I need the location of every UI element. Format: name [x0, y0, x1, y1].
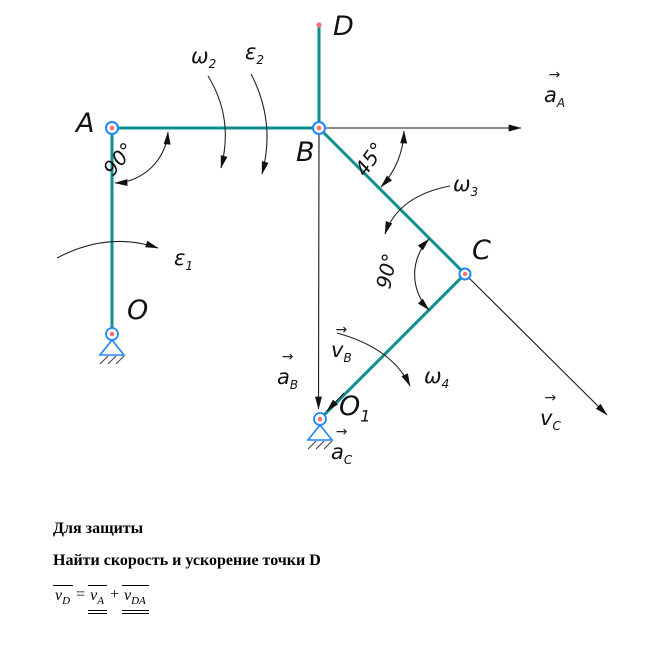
support-O1-hatching: [308, 441, 332, 449]
plus-sign: +: [109, 586, 119, 603]
point-label-D: D: [333, 11, 354, 42]
arc-angle-B: [381, 131, 404, 187]
vector-arrow-icon: →: [335, 424, 348, 440]
accel-A-symbol: a: [544, 83, 557, 107]
link-BC: [319, 128, 465, 274]
omega2-subscript: 2: [208, 57, 217, 72]
vector-arrow-icon: →: [548, 67, 561, 83]
support-O1: [308, 425, 332, 449]
eps1-label: [174, 248, 193, 272]
support-O: [100, 340, 124, 364]
accel-A-vector-label: [544, 68, 565, 109]
formula-term-vDA: [122, 585, 149, 614]
eps1-subscript: 1: [185, 259, 193, 274]
joint-B: [313, 122, 325, 134]
pivot-O1: [314, 413, 326, 425]
accel-C-vector-label: [331, 425, 352, 466]
point-label-B: B: [296, 137, 315, 168]
vD-symbol: v: [55, 587, 63, 604]
vector-arrow-icon: →: [281, 349, 294, 365]
omega4-label: [424, 366, 449, 390]
point-label-O: O: [127, 295, 149, 326]
accel-C-subscript: C: [343, 453, 353, 468]
accel-B-vector-label: [277, 350, 298, 391]
eps1-symbol: ε: [174, 246, 186, 270]
eps1-curved-arrow: [57, 241, 158, 258]
vel-B-vector-label: [331, 323, 352, 364]
vel-C-vector-label: [540, 391, 561, 432]
joint-A: [106, 122, 118, 134]
vel-C-subscript: C: [552, 419, 561, 434]
omega3-subscript: 3: [470, 185, 479, 200]
omega4-symbol: ω: [424, 364, 442, 388]
omega2-label: [191, 46, 216, 70]
angle-label-45-at-B: 45°: [349, 137, 390, 181]
point-label-C: C: [472, 235, 491, 266]
vA-subscript: A: [97, 595, 104, 608]
problem-text-block: [53, 521, 321, 614]
note-line-2: Найти скорость и ускорение точки D: [53, 552, 321, 569]
vector-arrow-icon: →: [544, 390, 557, 406]
point-label-O1-subscript: 1: [360, 406, 371, 426]
vel-C-direction-line: [465, 274, 607, 415]
omega4-subscript: 4: [441, 377, 450, 392]
vDA-symbol: v: [123, 587, 132, 604]
omega3-symbol: ω: [453, 172, 471, 196]
vel-C-symbol: v: [540, 406, 553, 430]
equals-sign: =: [76, 586, 86, 603]
vD-subscript: D: [62, 595, 71, 608]
point-label-O1-main: O: [339, 391, 361, 422]
omega2-symbol: ω: [191, 44, 209, 68]
eps2-curved-arrow: [251, 74, 267, 174]
support-O-hatching: [100, 356, 124, 364]
velocity-formula: [53, 585, 321, 614]
accel-C-symbol: a: [331, 440, 344, 464]
accel-B-subscript: B: [289, 378, 299, 393]
vel-B-symbol: v: [331, 338, 344, 362]
point-D-marker: [316, 22, 321, 27]
accel-B-direction-line: [319, 130, 320, 409]
pivot-O: [106, 328, 118, 340]
formula-term-vD: [53, 585, 73, 609]
vector-arrow-icon: →: [335, 322, 348, 338]
eps2-label: [245, 42, 264, 66]
vA-symbol: v: [90, 587, 98, 604]
eps2-subscript: 2: [256, 53, 264, 68]
note-line-1: Для защиты: [53, 520, 144, 537]
angle-label-90-at-A: 90°: [98, 137, 140, 181]
eps2-symbol: ε: [245, 40, 257, 64]
accel-B-symbol: a: [277, 365, 290, 389]
omega2-curved-arrow: [208, 76, 225, 168]
vDA-subscript: DA: [131, 595, 146, 608]
point-label-A: A: [76, 108, 95, 139]
formula-term-vA: [88, 585, 107, 614]
joint-C: [460, 269, 471, 280]
arc-angle-C: [415, 239, 429, 310]
omega3-label: [453, 174, 478, 198]
point-label-O1: [339, 393, 370, 424]
accel-A-subscript: A: [556, 96, 566, 111]
vel-B-subscript: B: [343, 351, 352, 366]
angle-label-90-at-C: 90°: [371, 251, 403, 291]
